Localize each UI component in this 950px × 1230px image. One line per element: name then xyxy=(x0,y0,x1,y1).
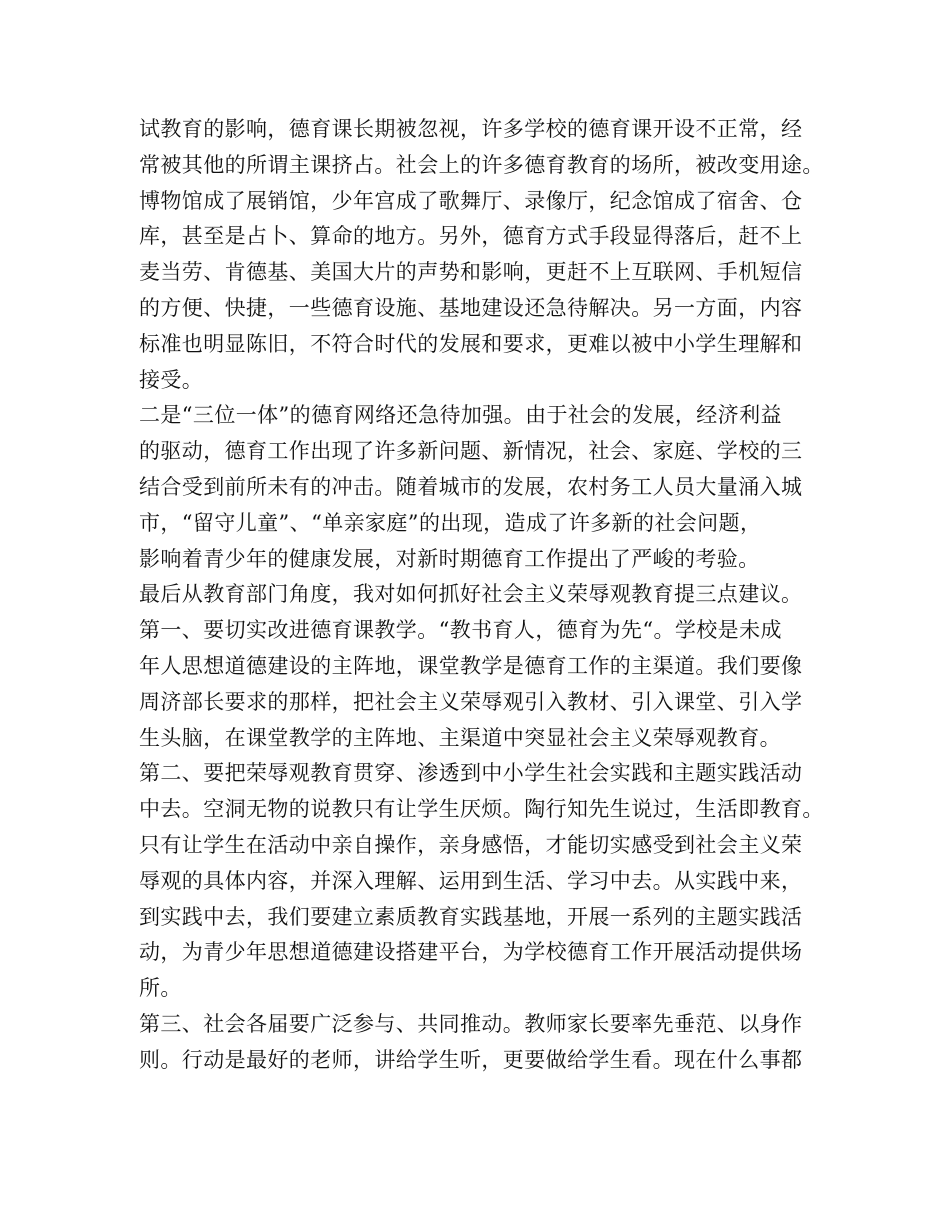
text-line: 则。行动是最好的老师，讲给学生听，更要做给学生看。现在什么事都 xyxy=(139,1047,803,1072)
text-line: 所。 xyxy=(139,976,182,1001)
text-line: 试教育的影响，德育课长期被忽视，许多学校的德育课开设不正常，经 xyxy=(139,117,803,141)
text-line: 常被其他的所谓主课挤占。社会上的许多德育教育的场所，被改变用途。 xyxy=(139,152,824,177)
text-line: 辱观的具体内容，并深入理解、运用到生活、学习中去。从实践中来， xyxy=(139,868,803,893)
document-body xyxy=(139,112,829,1079)
text-line: 的方便、快捷，一些德育设施、基地建设还急待解决。另一方面，内容 xyxy=(139,295,803,320)
text-line: 中去。空洞无物的说教只有让学生厌烦。陶行知先生说过，生活即教育。 xyxy=(139,797,824,822)
text-line: 影响着青少年的健康发展，对新时期德育工作提出了严峻的考验。 xyxy=(139,546,760,571)
text-line: 动，为青少年思想道德建设搭建平台，为学校德育工作开展活动提供场 xyxy=(139,940,803,965)
text-line: 第三、社会各届要广泛参与、共同推动。教师家长要率先垂范、以身作 xyxy=(139,1011,803,1036)
text-line: 只有让学生在活动中亲自操作，亲身感悟，才能切实感受到社会主义荣 xyxy=(139,832,803,857)
text-line: 博物馆成了展销馆，少年宫成了歌舞厅、录像厅，纪念馆成了宿舍、仓 xyxy=(139,188,803,213)
text-line: 周济部长要求的那样，把社会主义荣辱观引入教材、引入课堂、引入学 xyxy=(139,689,803,714)
text-line: 到实践中去，我们要建立素质教育实践基地，开展一系列的主题实践活 xyxy=(139,904,803,929)
text-line: 结合受到前所未有的冲击。随着城市的发展，农村务工人员大量涌入城 xyxy=(139,474,803,499)
text-line: 第二、要把荣辱观教育贯穿、渗透到中小学生社会实践和主题实践活动 xyxy=(139,761,803,786)
text-line: 接受。 xyxy=(139,367,204,392)
text-line: 的驱动，德育工作出现了许多新问题、新情况，社会、家庭、学校的三 xyxy=(139,439,803,464)
text-line: 标准也明显陈旧，不符合时代的发展和要求，更难以被中小学生理解和 xyxy=(139,331,803,356)
text-line: 二是“三位一体”的德育网络还急待加强。由于社会的发展，经济利益 xyxy=(139,403,782,428)
text-line: 市，“留守儿童”、“单亲家庭”的出现，造成了许多新的社会问题， xyxy=(139,510,762,535)
text-line: 麦当劳、肯德基、美国大片的声势和影响，更赶不上互联网、手机短信 xyxy=(139,260,803,285)
text-line: 生头脑，在课堂教学的主阵地、主渠道中突显社会主义荣辱观教育。 xyxy=(139,725,781,750)
text-line: 年人思想道德建设的主阵地，课堂教学是德育工作的主渠道。我们要像 xyxy=(139,653,803,678)
text-line: 第一、要切实改进德育课教学。“教书育人，德育为先“。学校是未成 xyxy=(139,618,782,643)
text-line: 最后从教育部门角度，我对如何抓好社会主义荣辱观教育提三点建议。 xyxy=(139,582,803,607)
text-line: 库，甚至是占卜、算命的地方。另外，德育方式手段显得落后，赶不上 xyxy=(139,224,803,249)
